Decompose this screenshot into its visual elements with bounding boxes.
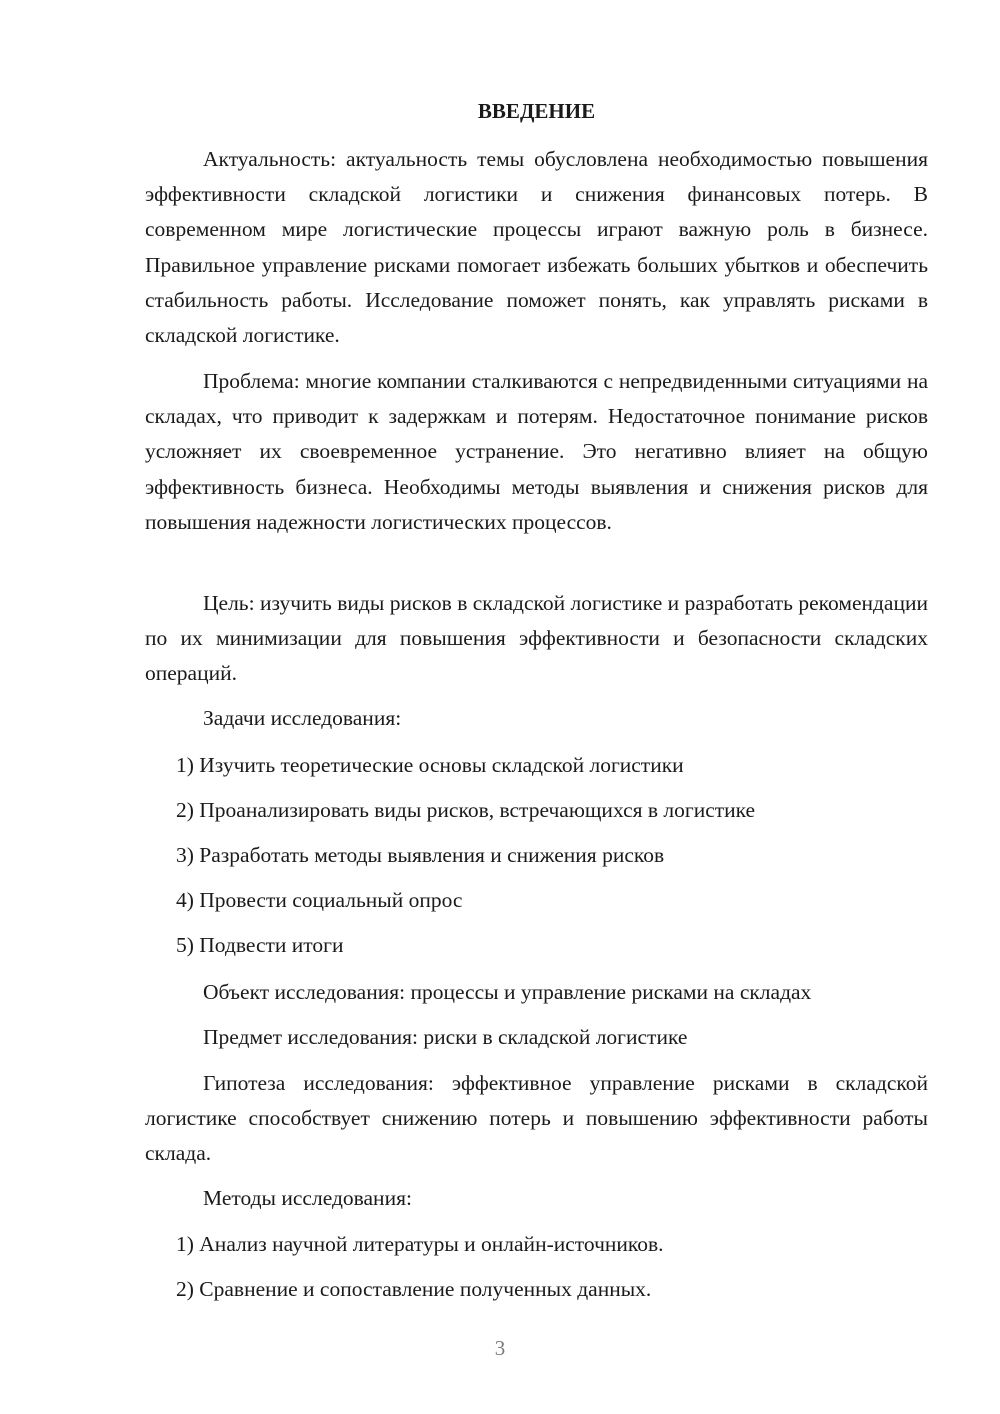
list-item: 3) Разработать методы выявления и снижения рисков	[176, 843, 665, 867]
page-number: 3	[494, 1336, 506, 1360]
object-line: Объект исследования: процессы и управление рисками на складах	[203, 980, 812, 1004]
problem-paragraph: Проблема: многие компании сталкиваются с непредвиденными ситуациями на складах, что приводит к задержкам и потерям. Недостаточное понимание рисков усложняет их своевременное устранение. Это негативно влияет на общую эффективность бизнеса. Необходимы методы выявления и снижения рисков для повышения надежности логистических процессов.	[145, 369, 928, 534]
list-item: 1) Анализ научной литературы и онлайн-источников.	[176, 1232, 664, 1256]
section-heading: ВВЕДЕНИЕ	[477, 99, 596, 123]
list-item: 1) Изучить теоретические основы складской логистики	[176, 753, 684, 777]
hypothesis-paragraph: Гипотеза исследования: эффективное управление рисками в складской логистике способствует снижению потерь и повышению эффективности работы склада.	[145, 1071, 928, 1166]
list-item: 2) Проанализировать виды рисков, встречающихся в логистике	[176, 798, 756, 822]
subject-line: Предмет исследования: риски в складской логистике	[203, 1025, 688, 1049]
relevance-paragraph: Актуальность: актуальность темы обусловлена необходимостью повышения эффективности складской логистики и снижения финансовых потерь. В современном мире логистические процессы играют важную роль в бизнесе. Правильное управление рисками помогает избежать больших убытков и обеспечить стабильность работы. Исследование поможет понять, как управлять рисками в складской логистике.	[145, 147, 928, 348]
methods-label: Методы исследования:	[203, 1186, 412, 1210]
tasks-label: Задачи исследования:	[203, 706, 402, 730]
list-item: 5) Подвести итоги	[176, 933, 344, 957]
list-item: 4) Провести социальный опрос	[176, 888, 463, 912]
list-item: 2) Сравнение и сопоставление полученных данных.	[176, 1277, 652, 1301]
goal-paragraph: Цель: изучить виды рисков в складской логистике и разработать рекомендации по их минимизации для повышения эффективности и безопасности складских операций.	[145, 591, 928, 686]
